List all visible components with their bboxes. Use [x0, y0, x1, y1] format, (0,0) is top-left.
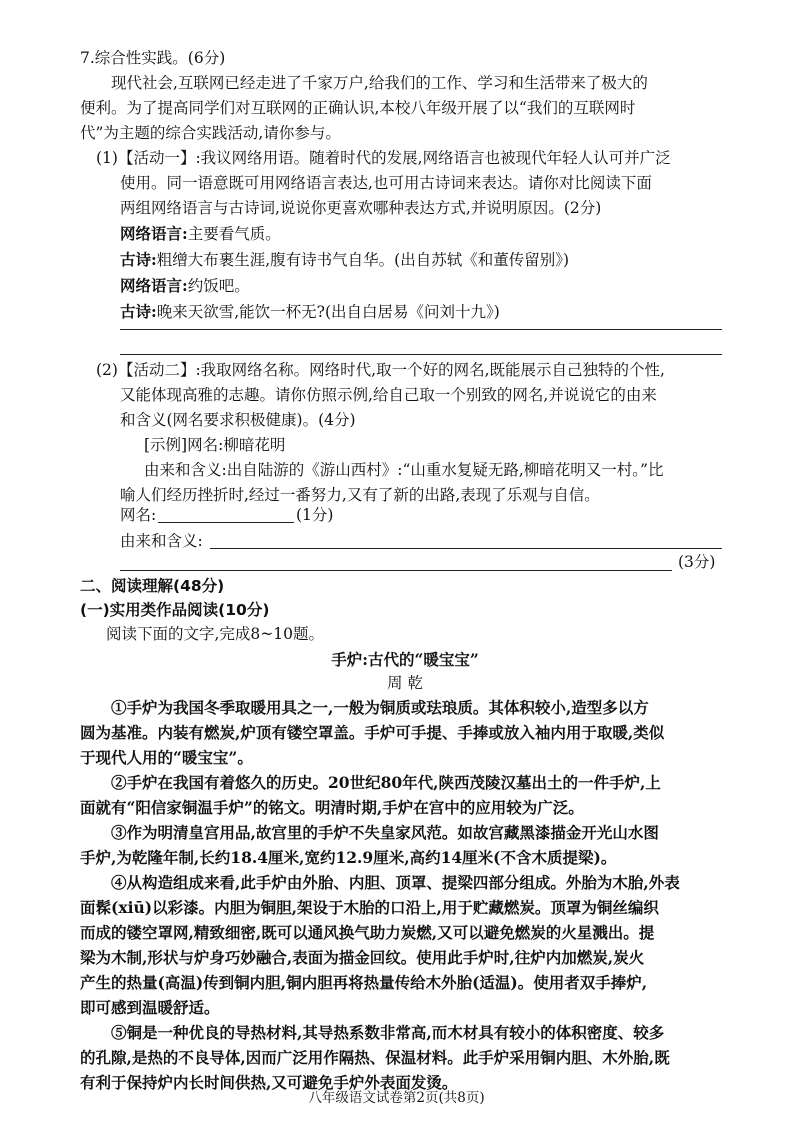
paragraph-line: 面就有“阳信家铜温手炉”的铭文。明清时期,手炉在宫中的应用较为广泛。 [80, 798, 584, 817]
origin-answer-line-1[interactable] [210, 548, 722, 549]
example-text: 主要看气质。 [187, 225, 281, 243]
paragraph-line: 有利于保持炉内长时间供热,又可避免手炉外表面发烫。 [80, 1073, 458, 1092]
example-label: 网络语言: [120, 224, 188, 243]
intro-line: 代”为主题的综合实践活动,请你参与。 [80, 124, 341, 142]
paragraph-line: 于现代人用的“暖宝宝”。 [80, 748, 253, 767]
example-text: 粗缯大布裹生涯,腹有诗书气自华。(出自苏轼《和董传留别》) [156, 251, 570, 269]
activity-1-examples [120, 221, 730, 325]
example-text: 晚来天欲雪,能饮一杯无?(出自白居易《问刘十九》) [156, 303, 500, 321]
origin-label: 由来和含义: [120, 532, 203, 550]
answer-line-2[interactable] [120, 354, 722, 355]
question-7-title: 7.综合性实践。(6分) [80, 49, 226, 67]
paragraph-line: 的孔隙,是热的不良导体,因而广泛用作隔热、保温材料。此手炉采用铜内胆、木外胎,既 [80, 1048, 670, 1067]
intro-line: 现代社会,互联网已经走进了千家万户,给我们的工作、学习和生活带来了极大的 [111, 74, 648, 92]
paragraph-line: 圆为基准。内装有燃炭,炉顶有镂空罩盖。手炉可手提、手捧或放入袖内用于取暖,类似 [80, 723, 665, 742]
page-footer: 八年级语文试卷第2页(共8页) [308, 1090, 485, 1106]
net-name-label: 网名: [120, 506, 157, 524]
example-row [120, 247, 730, 273]
paragraph-line: ①手炉为我国冬季取暖用具之一,一般为铜质或珐琅质。其体积较小,造型多以方 [111, 698, 649, 717]
paragraph-line: 手炉,为乾隆年制,长约18.4厘米,宽约12.9厘米,高约14厘米(不含木质提梁)。 [80, 848, 617, 867]
example-row [120, 299, 730, 325]
activity-1-line: 使用。同一语意既可用网络语言表达,也可用古诗词来表达。请你对比阅读下面 [120, 174, 652, 192]
section-2-title: 二、阅读理解(48分) [80, 577, 225, 595]
sample-line: [示例]网名:柳暗花明 [144, 436, 286, 454]
article-title: 手炉:古代的“暖宝宝” [331, 650, 479, 669]
activity-1-line: 两组网络语言与古诗词,说说你更喜欢哪种表达方式,并说明原因。(2分) [120, 199, 602, 217]
origin-points: (3分) [678, 553, 716, 571]
paragraph-line: 梁为木制,形状与炉身巧妙融合,表面为描金回纹。使用此手炉时,往炉内加燃炭,炭火 [80, 948, 645, 967]
answer-line-1[interactable] [120, 329, 722, 330]
activity-2-line: (2)【活动二】:我取网络名称。网络时代,取一个好的网名,既能展示自己独特的个性, [96, 361, 665, 379]
origin-answer-line-2[interactable] [120, 570, 672, 571]
paragraph-line: ⑤铜是一种优良的导热材料,其导热系数非常高,而木材具有较小的体积密度、较多 [111, 1023, 665, 1042]
paragraph-line: 而成的镂空罩网,精致细密,既可以通风换气助力炭燃,又可以避免燃炭的火星溅出。提 [80, 923, 655, 942]
paragraph-line: 产生的热量(高温)传到铜内胆,铜内胆再将热量传给木外胎(适温)。使用者双手捧炉, [80, 973, 648, 992]
example-label: 古诗: [120, 302, 157, 321]
sample-line: 喻人们经历挫折时,经过一番努力,又有了新的出路,表现了乐观与自信。 [120, 486, 600, 504]
activity-2-line: 和含义(网名要求积极健康)。(4分) [120, 411, 356, 429]
activity-1-prompt [96, 146, 736, 221]
paragraph-line: ③作为明清皇宫用品,故宫里的手炉不失皇家风范。如故宫藏黑漆描金开光山水图 [111, 823, 659, 842]
subsection-1-title: (一)实用类作品阅读(10分) [80, 601, 270, 619]
reading-instruction: 阅读下面的文字,完成8~10题。 [106, 625, 324, 643]
paragraph-line: 面髹(xiū)以彩漆。内胆为铜胆,架设于木胎的口沿上,用于贮藏燃炭。顶罩为铜丝编织 [80, 898, 659, 917]
example-row [120, 221, 730, 247]
example-text: 约饭吧。 [187, 277, 250, 295]
activity-1-line: (1)【活动一】:我议网络用语。随着时代的发展,网络语言也被现代年轻人认可并广泛 [96, 149, 671, 167]
paragraph-line: ②手炉在我国有着悠久的历史。20世纪80年代,陕西茂陵汉墓出土的一件手炉,上 [111, 773, 661, 792]
paragraph-line: 即可感到温暖舒适。 [80, 998, 220, 1017]
article-author: 周 乾 [387, 674, 423, 692]
example-label: 网络语言: [120, 276, 188, 295]
activity-2-line: 又能体现高雅的志趣。请你仿照示例,给自己取一个别致的网名,并说说它的由来 [120, 386, 657, 404]
sample-line: 由来和含义:出自陆游的《游山西村》:“山重水复疑无路,柳暗花明又一村。”比 [144, 461, 664, 479]
example-row [120, 273, 730, 299]
net-name-points: (1分) [296, 506, 334, 524]
paragraph-line: ④从构造组成来看,此手炉由外胎、内胆、顶罩、提梁四部分组成。外胎为木胎,外表 [111, 873, 680, 892]
intro-line: 便利。为了提高同学们对互联网的正确认识,本校八年级开展了以“我们的互联网时 [80, 99, 636, 117]
net-name-answer-line[interactable] [158, 522, 294, 523]
article-body [80, 695, 730, 1095]
question-7-intro [80, 71, 730, 146]
activity-2-prompt [96, 358, 736, 433]
activity-2-sample [120, 433, 740, 508]
example-label: 古诗: [120, 250, 157, 269]
